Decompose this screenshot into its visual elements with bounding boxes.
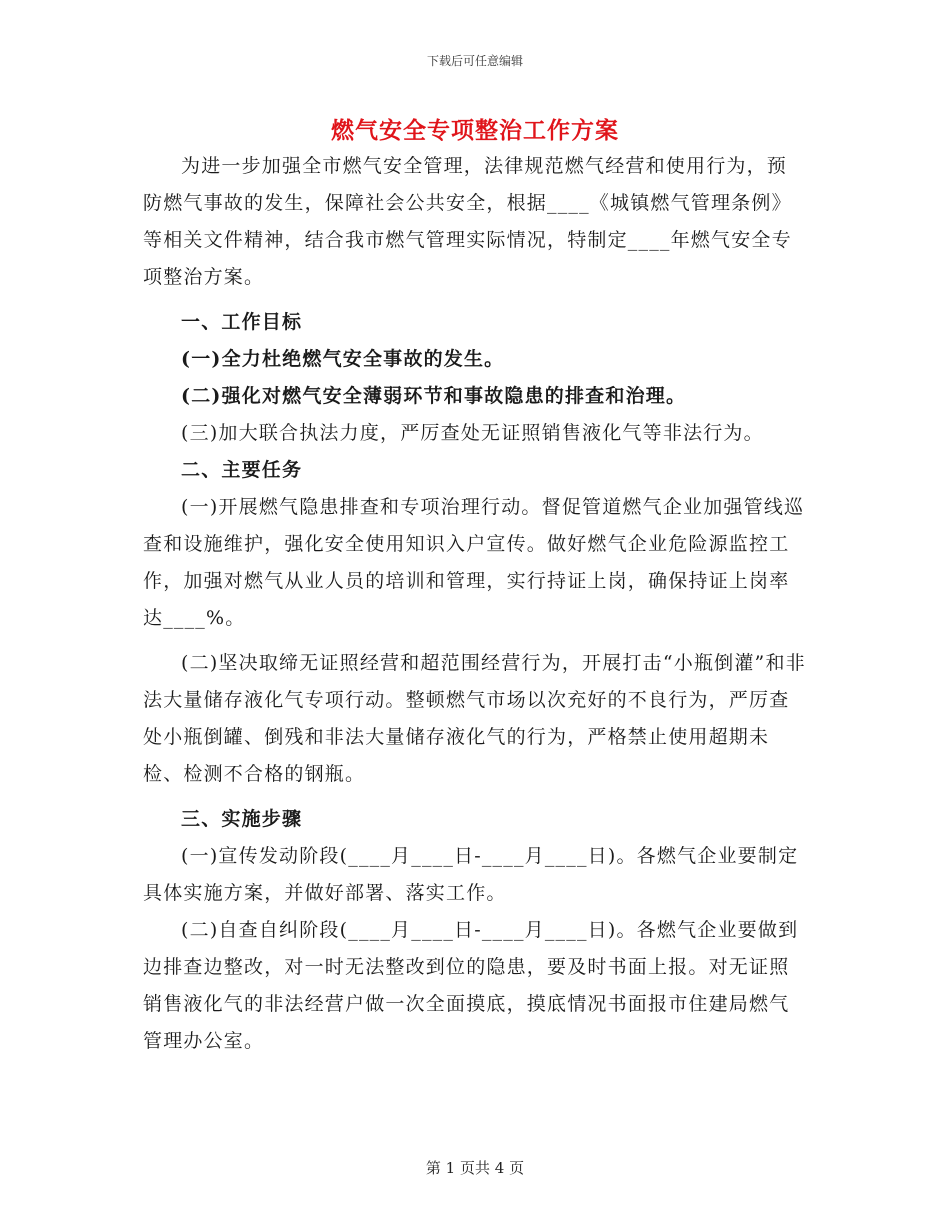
section-heading-goals: 一、工作目标 [181, 311, 303, 333]
section-heading-tasks: 二、主要任务 [181, 459, 303, 481]
section-heading-steps: 三、实施步骤 [181, 808, 303, 830]
goal-item-1: (一)全力杜绝燃气安全事故的发生。 [181, 348, 505, 370]
intro-paragraph: 为进一步加强全市燃气安全管理，法律规范燃气经营和使用行为，预防燃气事故的发生，保障社会公共安全，根据____《城镇燃气管理条例》等相关文件精神，结合我市燃气管理实际情况，特制定____年燃气安全专项整治方案。 [143, 155, 792, 288]
task-item-1: (一)开展燃气隐患排查和专项治理行动。督促管道燃气企业加强管线巡查和设施维护，强化安全使用知识入户宣传。做好燃气企业危险源监控工作，加强对燃气从业人员的培训和管理，实行持证上岗，确保持证上岗率达____%。 [143, 496, 805, 629]
step-item-1: (一)宣传发动阶段(____月____日-____月____日)。各燃气企业要制定具体实施方案，并做好部署、落实工作。 [143, 845, 799, 904]
page-header: 下载后可任意编辑 [426, 54, 523, 68]
goal-item-3: (三)加大联合执法力度，严厉查处无证照销售液化气等非法行为。 [181, 422, 764, 444]
document-title: 燃气安全专项整治工作方案 [331, 117, 619, 144]
page-footer: 第 1 页共 4 页 [425, 1159, 525, 1177]
goal-item-2: (二)强化对燃气安全薄弱环节和事故隐患的排查和治理。 [181, 385, 687, 407]
step-item-2: (二)自查自纠阶段(____月____日-____月____日)。各燃气企业要做到边排查边整改，对一时无法整改到位的隐患，要及时书面上报。对无证照销售液化气的非法经营户做一次全面摸底，摸底情况书面报市住建局燃气管理办公室。 [143, 919, 799, 1052]
task-item-2: (二)坚决取缔无证照经营和超范围经营行为，开展打击“小瓶倒灌”和非法大量储存液化气专项行动。整顿燃气市场以次充好的不良行为，严厉查处小瓶倒罐、倒残和非法大量储存液化气的行为，严格禁止使用超期未检、检测不合格的钢瓶。 [143, 652, 806, 785]
document-body [143, 148, 807, 1060]
